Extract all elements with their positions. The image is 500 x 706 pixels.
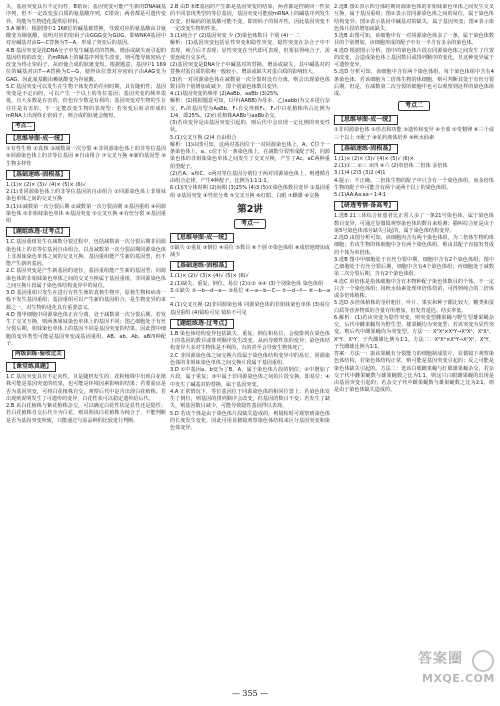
answer-paragraph: 6.解析：(1)若该突变为隐性突变，则突变型雌果蝇与野生型雄果蝇杂交，后代中雌果蝇均为野生型，雄果蝇均为突变型；若该突变为显性突变，则后代中雌果蝇均为突变型。方法一：XᴬXᵃ×XᵃY→XᴬXᵃ、XᵃXᵃ、XᴬY、XᵃY，子代雌雄比例为1∶1。方法二：XᴬXᴬ×XᵃY→XᴬXᵃ、XᴬY，子代雌雄比例为1∶1。 bbox=[334, 314, 494, 350]
answer-paragraph: (3)若一对同源染色体在减数第一次分裂时没有分离，则会出现染色体数目的个别增加或减少，即个别染色体数目变异。 bbox=[170, 76, 330, 90]
section-heading: 两级训练·验收过关 bbox=[12, 350, 65, 359]
section-heading: 考点二 bbox=[398, 101, 430, 111]
answer-paragraph: 1.(1)× (2)× (3)√ (4)× (5)× (6)√ bbox=[6, 181, 86, 188]
answer-paragraph: ①有性生殖 ②真核 ③减数第一次分裂 ④非同源染色体上的非等位基因 ⑤同源染色体上的非等位基因 ⑥自由组合 ⑦交叉互换 ⑧新的基因型 ⑨生物多样性 bbox=[6, 146, 166, 167]
section-heading: 考点一 bbox=[234, 219, 266, 229]
subsection-row bbox=[6, 225, 166, 239]
answer-paragraph: 3.(1)4 (2)3 (3)2 (4)1 bbox=[334, 170, 386, 177]
answer-paragraph: 1.选B 21三体综合征患者比正常人多了一条21号染色体，属于染色体数目变异，可通过显微镜观察染色体的数目来检测；猫叫综合征是由于第5号染色体部分缺失引起的，属于染色体结构变异。 bbox=[334, 213, 494, 234]
answer-paragraph: 2.选D 由图分析可知，该细胞内含有两个染色体组，为二倍体生物的体细胞；若该生物的体细胞中含有两个染色体组，则由其配子直接发育成的个体为单倍体。 bbox=[334, 235, 494, 256]
answer-paragraph: 1.C 基因突变具有不定向性，且是随机发生的，花粉植株中出现白花植株可能是基因突变的结果，也可能是环境因素影响的结果；若要验证是否为基因突变，可将白花植株自交，观察后代中是否出现白花植株，若出现则说明发生了可遗传的变异，白花性状可以稳定遗传给后代。 bbox=[6, 374, 166, 402]
column-right bbox=[334, 4, 494, 674]
subsection-label: 【思维导图·成一统】 bbox=[170, 233, 234, 243]
answer-paragraph: ①非同源染色体 ②形态和功能 ③遗传和变异 ④全部 ⑤受精卵 ⑥三个或三个以上 ⑦配子 ⑧花药离体培养 ⑨秋水仙素 bbox=[334, 127, 494, 141]
answer-paragraph: 失，基因突变具有不定向性，B错误；基因突变可能产生新的DNA碱基序列，但不一定改变蛋白质的氨基酸序列，C错误；两者都是可遗传变异，均能为生物进化提供原材料。 bbox=[6, 4, 166, 25]
answer-paragraph: 5.选D 多倍体植株的茎秆粗壮，叶片、果实和种子都比较大，糖类和蛋白质等营养物质的含量有所增加，但发育延迟、结实率低。 bbox=[334, 300, 494, 314]
subsection-row bbox=[334, 113, 494, 127]
answer-paragraph: ①缺失 ②重复 ③倒位 ④易位 ⑤数目 ⑥个别 ⑦染色体组 ⑧成倍地增加或减少 bbox=[170, 244, 330, 258]
answer-paragraph: 4.选D 根据图示分析，图中的染色体片段在同源染色体之间发生了位置的改变，会造成染色体上基因数目或排列顺序的变化，且这种变异属于可遗传变异。 bbox=[334, 47, 494, 68]
subsection-label: 【题组练透·过考点】 bbox=[170, 319, 234, 329]
subsection-row bbox=[170, 317, 330, 331]
answer-paragraph: (3)若该变异是由基因突变引起的，则后代中会出现一定比例的突变性状。 bbox=[170, 120, 330, 134]
subsection-label: 【思维导图·成一统】 bbox=[6, 134, 70, 144]
answer-paragraph: 4.B 基因突变是指DNA分子中发生碱基对的替换、增添或缺失而引起的基因结构的改变；若mRNA上的碱基序列发生改变，则可能导致密码子改变为终止密码子，从而使合成的肽链变短。根据题意，基因中1 169位的碱基对由T—A替换为C—G，使得该位置对应密码子由AAG变为GAG，因此氨基酸由赖氨酸变为谷氨酸。 bbox=[6, 47, 166, 83]
answer-paragraph: 4.(1)基因突变的频率 (2)AaBb、aaBb (3)25% bbox=[170, 91, 279, 97]
answer-paragraph: 2.C 非同源染色体之间交换片段属于染色体结构变异中的易位，同源染色体的非姐妹染色单体之间交换片段属于基因重组。 bbox=[170, 352, 330, 366]
subsection-label: 【研透考情·备高考】 bbox=[334, 201, 398, 211]
answer-paragraph: 1.C 基因重组发生在减数分裂过程中，包括减数第一次分裂后期非同源染色体上的非等位基因自由组合，以及减数第一次分裂前期同源染色体上非姐妹染色单体之间的交叉互换。基因重组能产生新的基因型，但不能产生新的基因。 bbox=[6, 239, 166, 267]
column-left bbox=[6, 4, 166, 674]
answer-paragraph: 3.(1)纯合子 (2)基因突变 少 (3)染色体数目 个别 (4)一 二 bbox=[170, 33, 301, 39]
answer-paragraph: 5.(1)交叉互换 (2)4 自由组合 bbox=[170, 134, 237, 141]
subsection-row bbox=[334, 142, 494, 156]
subsection-label: 【基础速练·固根基】 bbox=[334, 144, 398, 154]
text-columns bbox=[6, 4, 494, 674]
watermark-text: 答案圈 bbox=[418, 651, 463, 667]
answer-paragraph: 5.C 基因突变可以发生在生物个体发育的任何时期，具有随机性；基因突变是不定向的，可以产生一个以上的等位基因；基因突变的频率很低，且大多数是有害的，但也有少数是有利的；基因突变对生物的生存往往是有害的，不一定能改变生物的表现型；若突变后转录形成的mRNA上出现终止密码子，则合成的肽链会缩短。 bbox=[6, 83, 166, 119]
answer-paragraph: 答案：方法一：取该果蝇有分裂能力的细胞制成装片，显微镜下观察染色体结构，若染色体结构正常，则可能是基因突变引起的；反之可能是染色体缺失引起的。方法二：选该白眼雌果蝇与红眼雄果蝇杂交，若杂交子代中雌果蝇数与雄果蝇数之比为1∶1，则这只白眼雌果蝇的出现是由基因突变引起的；若杂交子代中雌果蝇数与雄果蝇数之比为2∶1，则是由于染色体缺失造成的。 bbox=[334, 351, 494, 394]
column-middle bbox=[170, 4, 330, 674]
answer-paragraph: 3.选B 图中甲细胞处于有丝分裂中期，细胞中含有2个染色体组；图中乙细胞处于有丝分裂后期，细胞中含有4个染色体组；丙细胞处于减数第二次分裂后期，含有2个染色体组。 bbox=[334, 256, 494, 278]
answer-paragraph: 3.A 解析：根据图中1 168位的碱基被替换，导致对应的氨基酸由甘氨酸变为缬氨酸，说明对应的密码子由GGG变为GUG，即WNK4基因中对应碱基对由G—C替换为T—A，形成了突变后的基因。 bbox=[6, 25, 166, 47]
watermark-url: MXQE.COM bbox=[422, 672, 495, 685]
subsection-row bbox=[6, 132, 166, 146]
subsection-label: 【基础速练·固根基】 bbox=[6, 170, 70, 180]
answer-paragraph: 解析：(1)由图可知，这两对基因位于一对同源染色体上，A、C位于一条染色体上，a、c位于另一条染色体上，在减数分裂形成配子时，同源染色体的非姐妹染色单体之间发生了交叉互换，产生了Ac、aC两种重组型配子。 bbox=[170, 141, 330, 170]
answer-paragraph: 3.(1)①减数第一次分裂后期 ②减数第一次分裂前期 ③基因重组 ④同源染色体 ⑤非姐妹染色单体 ⑥基因突变 ⑦交叉互换 ⑧有丝分裂 ⑨基因重组 bbox=[6, 203, 166, 224]
answer-paragraph: 5.D 若该个体是由于染色体片段缺失造成的，则镜检时可观察到染色体的长度发生变化，因此可用显微镜观察染色体结构来区分基因突变和染色体变异。 bbox=[170, 410, 330, 431]
heading-row bbox=[170, 219, 330, 229]
answer-paragraph: 6.(1)四分体时期 (2)间期 (3)25% (4)3 (5)①染色体数目变异 ②基因重组 ③基因突变 ④性状分离 ⑤交叉互换 ⑥红眼、白眼 ⑦雌雄 ⑧交换 bbox=[170, 185, 330, 199]
watermark-circle-icon bbox=[472, 650, 494, 672]
answer-paragraph: 3.D 基因重组只发生在进行有性生殖的真核生物中，原核生物和病毒一般不发生基因重组；基因重组可以产生新的基因组合，是生物变异的来源之一，对生物的进化具有重要意义。 bbox=[6, 290, 166, 311]
answer-paragraph: 3.①缺失 ②—b—d—e— ③易位 ④—a—b—C— ⑤—d—f— ⑥—b—a— bbox=[170, 287, 330, 301]
subsection-row bbox=[334, 199, 494, 213]
answer-paragraph: 1.B 染色体结构变异包括缺失、重复、倒位和易位，会使排列在染色体上的基因的数目或排列顺序发生改变，从而导致性状的变异；染色体结构变异大多对生物体是不利的，有的甚至会导致生物体死亡。 bbox=[170, 330, 330, 352]
subsection-row bbox=[6, 360, 166, 374]
answer-paragraph: 4.D 图甲细胞中同源染色体正在分离，处于减数第一次分裂后期，若发生了交叉互换，则两条姐妹染色单体上的基因不同；图乙细胞处于有丝分裂后期，姐妹染色单体上的基因不同是基因突变的结果。因此图中细胞的变异类型可能是基因突变或基因重组，AB、ab、Ab、aB四种配子。 bbox=[6, 311, 166, 347]
answer-paragraph: 3.D ①中基因a、b变为了B、A，属于染色体片段的倒位；②中增加了片段，属于重复；③中属于非同源染色体之间的片段交换，即易位；④中发生了碱基对的替换，属于基因突变。 bbox=[170, 367, 330, 388]
answer-paragraph: 2.(1)①二 ②三 ③四 ④六 (2)单倍体 二倍体 多倍体 bbox=[334, 163, 448, 169]
answer-paragraph: 解析：(1)根据题意可知，以甲(AABB)为母本、乙(aabb)为父本进行杂交，F₁的基因型为AaBb，F₁自交得到F₂，F₂中白花植株所占比例为1/4，即25%。(2)红花植株AABb与aaBb杂交。 bbox=[170, 98, 330, 119]
page-number: — 355 — bbox=[231, 689, 269, 698]
answer-paragraph: 2.(1)缺失、重复、倒位、易位 (2)①② ③④ (3)个别染色体 染色体组 bbox=[170, 280, 324, 287]
answer-paragraph: 4.A 正常情况下，等位基因位于同源染色体的相同位置上；若染色体发生了倒位，则基因的排列顺序会改变，但基因的数目不变；若发生了缺失，则基因数目减少，可能导致隐性基因得以表现。 bbox=[170, 388, 330, 410]
answer-paragraph: 5.(1)AA∶Aa∶aa＝1∶4∶1 bbox=[334, 192, 387, 198]
answer-paragraph: 1.(1)× (2)× (3)√ (4)× (5)√ (6)× bbox=[334, 155, 414, 162]
subsection-label: 【题组练透·过考点】 bbox=[6, 227, 70, 237]
subsection-label: 【基础速练·固根基】 bbox=[170, 261, 234, 271]
heading-row bbox=[334, 101, 494, 111]
subsection-label: 【思维导图·成一统】 bbox=[334, 115, 398, 125]
answer-paragraph: 2.选B 图①表示四分体时期同源染色体的非姐妹染色单体之间发生交叉互换，属于基因重组；图②表示非同源染色体之间的易位，属于染色体结构变异；图③表示基因中碱基对的缺失，属于基因突变；图④表示染色体片段的增加或缺失。 bbox=[334, 4, 494, 32]
answer-paragraph: 2.C 基因突变是产生新基因的途径，基因重组能产生新的基因型；同源染色体的非姐妹染色单体之间的交叉互换属于基因重组，非同源染色体之间互换片段属于染色体结构变异中的易位。 bbox=[6, 268, 166, 289]
heading-row bbox=[6, 348, 166, 360]
heading-row bbox=[6, 120, 166, 132]
answer-paragraph: 5.选D 分析可知，该细胞中含有两个染色体组，每个染色体组中含有4条染色体；若该细胞为二倍体生物的体细胞，则可判断其处于有丝分裂后期，但是，在减数第二次分裂的细胞中也可以观察到这样的染色体组成。 bbox=[334, 69, 494, 97]
subsection-row bbox=[170, 231, 330, 245]
subsection-row bbox=[6, 168, 166, 182]
watermark-logo bbox=[418, 648, 496, 702]
answer-paragraph: 4.选C 单倍体是指体细胞中含有本物种配子染色体数目的个体，不一定只含一个染色体组；用秋水仙素处理单倍体幼苗，可得到纯合的二倍体或多倍体植株。 bbox=[334, 278, 494, 299]
answer-paragraph: 2.B 由D 和E基因的产生都是基因突变的结果，两者都是控制同一性状的不同表现类型的等位基因，基因突变可能使mRNA上的碱基序列发生改变，但编码的氨基酸可能不变，即密码子的简并性，因此基因突变不一定改变生物的性状。 bbox=[170, 4, 330, 32]
lecture-title: 第2讲 bbox=[237, 203, 263, 215]
section-heading: 考点二 bbox=[12, 122, 35, 131]
subsection-label: 【课堂练真题】 bbox=[6, 362, 56, 372]
answer-paragraph: 4.(1)交叉互换 (2)非同源染色体 同源染色体的非姐妹染色单体 (3)易位 基因重组 (4)镜检可见 镜检不可见 bbox=[170, 302, 330, 316]
answer-paragraph: 2.(1)非同源染色体上的非等位基因的自由组合 ②同源染色体上非姐妹染色单体之间的交叉互换 bbox=[6, 189, 166, 203]
answer-paragraph: 4.提示：不正确。二倍体生物的配子中只含有一个染色体组，而多倍体生物的配子中可能含有两个或两个以上的染色体组。 bbox=[334, 177, 494, 191]
answer-paragraph: 解析：(1)基因突变包括显性突变和隐性突变，隐性突变在杂合子中不表现，纯合后才表现；显性突变在当代即可表现，但要获得纯合子，需要连续自交多代。 bbox=[170, 40, 330, 61]
answer-paragraph: (2)基因突变是DNA分子中碱基对的替换、增添或缺失，其中碱基对的替换对蛋白质的影响一般较小，增添或缺失对蛋白质的影响较大。 bbox=[170, 62, 330, 76]
answer-paragraph: (2)若A、a和C、c两对等位基因分别位于两对同源染色体上，则遵循自由组合定律，产生4种配子，比例为1∶1∶1∶1。 bbox=[170, 170, 330, 184]
subsection-row bbox=[170, 259, 330, 273]
answer-paragraph: 3.选B 由图可知，该细胞中有一对同源染色体多了一条，属于染色体数目的个别增加，该细胞形成的配子中有一半含有多余的染色体。 bbox=[334, 33, 494, 47]
answer-paragraph: 2.B 该白花植株与紫花植株杂交，可以确定白花性状是显性还是隐性；若白花植株自交后代全为白花，则说明该白花植株为纯合子，不能判断是否为基因突变所致，只能通过与原品种的比较进行判断。 bbox=[6, 403, 166, 424]
answer-paragraph: 1.(1)× (2)√ (3)× (4)√ (5)× (6)√ bbox=[170, 273, 249, 280]
